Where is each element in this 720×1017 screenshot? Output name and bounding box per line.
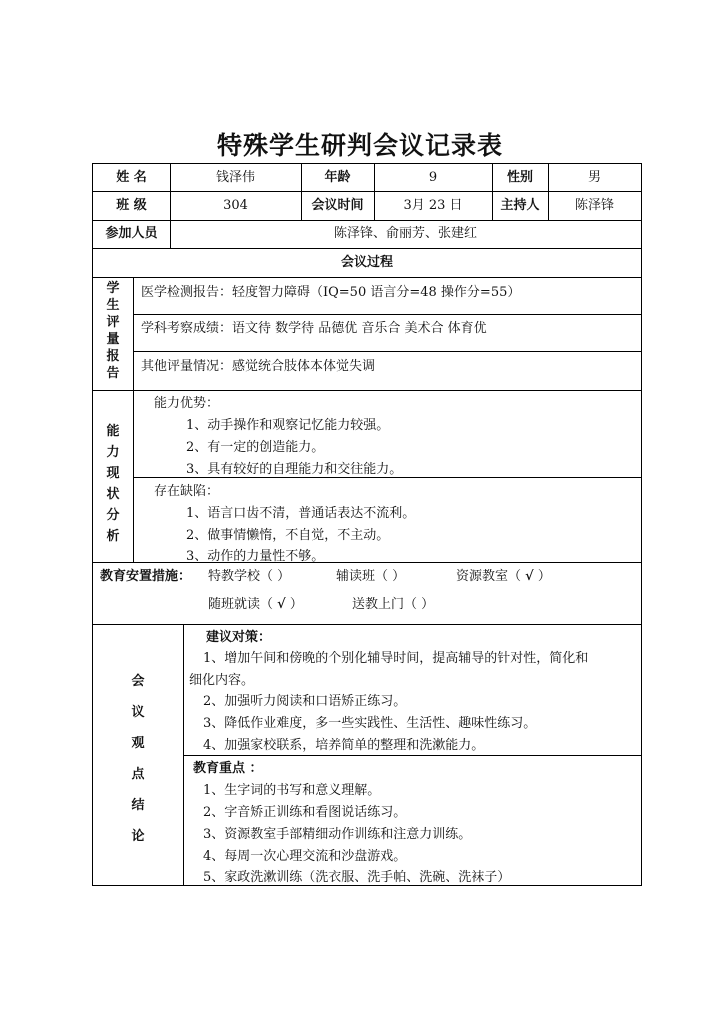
focus-item: 1、生字词的书写和意义理解。: [203, 783, 381, 798]
strength-item: 3、具有较好的自理能力和交往能力。: [186, 462, 403, 477]
focus-item: 4、每周一次心理交流和沙盘游戏。: [203, 849, 407, 864]
evaluation-label: 学 生 评 量 报 告: [106, 281, 120, 381]
suggest-item: 3、降低作业难度，多一些实践性、生活性、趣味性练习。: [203, 716, 537, 731]
suggest-item: 1、增加午间和傍晚的个别化辅导时间，提高辅导的针对性，简化和: [203, 651, 589, 666]
placement-regular-class: 随班就读（ √ ）: [208, 597, 303, 612]
gender-value: 男: [587, 170, 601, 185]
medical-report: 医学检测报告：轻度智力障碍（IQ=50 语言分=48 操作分=55）: [141, 285, 521, 300]
subject-scores: 学科考察成绩：语文待 数学待 品德优 音乐合 美术合 体育优: [141, 321, 487, 336]
ability-label: 能 力 现 状 分 析: [106, 424, 120, 544]
strength-item: 2、有一定的创造能力。: [186, 440, 325, 455]
age-value: 9: [428, 170, 438, 185]
process-title: 会议过程: [340, 255, 393, 270]
suggest-item: 2、加强听力阅读和口语矫正练习。: [203, 694, 407, 709]
suggest-title: 建议对策：: [206, 630, 272, 645]
focus-item: 3、资源教室手部精细动作训练和注意力训练。: [203, 827, 472, 842]
focus-item: 2、字音矫正训练和看图说话练习。: [203, 805, 407, 820]
conclusion-label: 会 议 观 点 结 论: [131, 674, 145, 844]
attendees-label: 参加人员: [105, 226, 158, 241]
focus-title: 教育重点 ：: [193, 761, 263, 776]
strength-item: 1、动手操作和观察记忆能力较强。: [186, 418, 390, 433]
checkmark: √: [277, 597, 286, 612]
suggest-item: 4、加强家校联系，培养简单的整理和洗漱能力。: [203, 738, 485, 753]
other-evaluation: 其他评量情况：感觉统合肢体本体觉失调: [141, 359, 376, 374]
record-form: [92, 163, 642, 886]
weakness-item: 2、做事情懒惰，不自觉，不主动。: [186, 528, 390, 543]
name-label: 姓 名: [116, 170, 147, 185]
placement-special-school: 特教学校（ ）: [208, 569, 291, 584]
host-label: 主持人: [500, 198, 540, 213]
weakness-title: 存在缺陷：: [154, 484, 220, 499]
focus-item: 5、家政洗漱训练（洗衣服、洗手帕、洗碗、洗袜子）: [203, 870, 511, 885]
suggest-item-continued: 细化内容。: [189, 673, 255, 688]
strength-title: 能力优势：: [154, 396, 220, 411]
placement-tutoring-class: 辅读班（ ）: [336, 569, 406, 584]
weakness-item: 1、语言口齿不清，普通话表达不流利。: [186, 506, 416, 521]
page-title: 特殊学生研判会议记录表: [216, 131, 503, 160]
placement-label: 教育安置措施：: [100, 569, 192, 584]
gender-label: 性别: [506, 170, 533, 185]
class-value: 304: [223, 198, 248, 213]
time-label: 会议时间: [311, 198, 364, 213]
name-value: 钱泽伟: [215, 170, 255, 185]
time-value: 3月 23 日: [403, 198, 463, 213]
age-label: 年龄: [324, 170, 351, 185]
checkmark: √: [525, 569, 534, 584]
placement-home-teaching: 送教上门（ ）: [352, 597, 435, 612]
weakness-item: 3、动作的力量性不够。: [186, 549, 325, 564]
attendees-value: 陈泽锋、俞丽芳、张建红: [333, 226, 477, 241]
host-value: 陈泽锋: [574, 198, 614, 213]
class-label: 班 级: [116, 198, 147, 213]
placement-resource-room: 资源教室（ √ ）: [456, 569, 551, 584]
